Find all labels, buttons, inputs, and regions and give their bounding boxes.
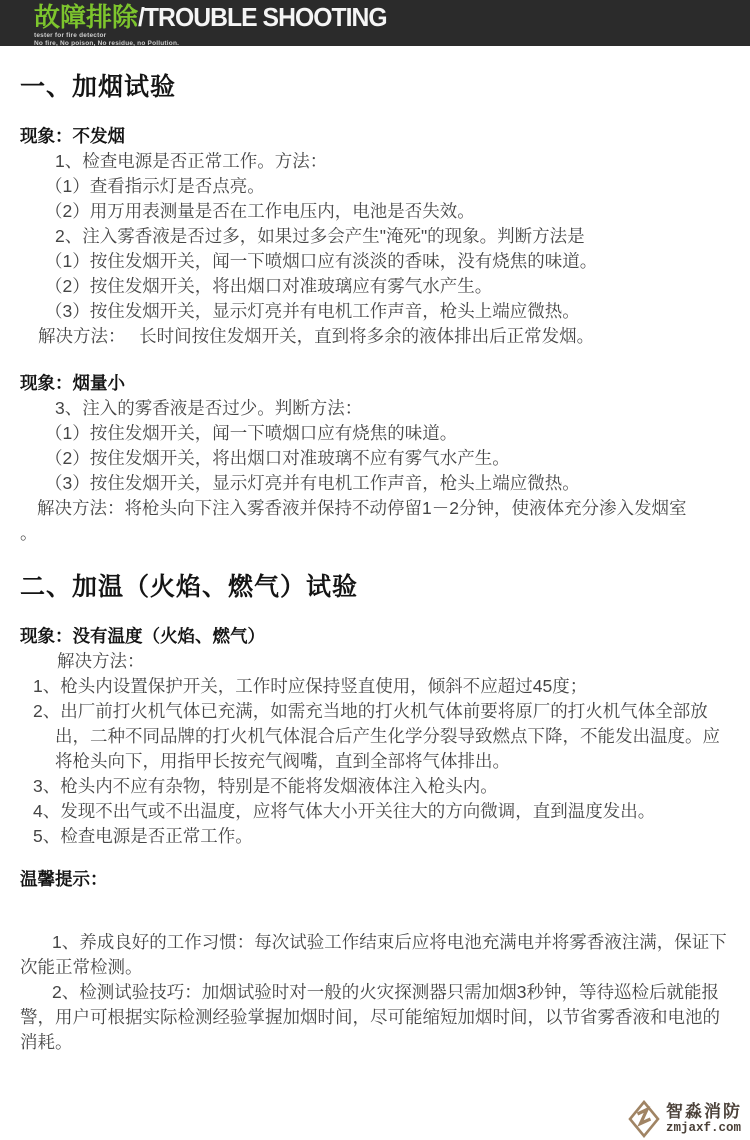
text-line: 2、出厂前打火机气体已充满，如需充当地的打火机气体前要将原厂的打火机气体全部放出，二种不同品牌的打火机气体混合后产生化学分裂导致燃点下降，不能发出温度。应将枪头向下，用指甲长按充气阀嘴，直到全部将气体排出。: [33, 701, 720, 771]
symptom-label: 现象：不发烟: [20, 126, 125, 146]
header-bar: [0, 0, 750, 46]
brand-text: [666, 1103, 742, 1135]
symptom-label: 现象：烟量小: [20, 373, 125, 393]
text-line: （1）按住发烟开关，闻一下喷烟口应有烧焦的味道。: [45, 423, 458, 443]
text-line: （2）按住发烟开关，将出烟口对准玻璃不应有雾气水产生。: [45, 448, 510, 468]
text-line: 1、养成良好的工作习惯：每次试验工作结束后应将电池充满电并将雾香液注满，保证下次能正常检测。: [20, 932, 727, 977]
text-line: 3、注入的雾香液是否过少。判断方法：: [55, 398, 363, 418]
text-line: 解决方法：将枪头向下注入雾香液并保持不动停留1－2分钟，使液体充分渗入发烟室: [37, 498, 687, 518]
text-line: （1）按住发烟开关，闻一下喷烟口应有淡淡的香味，没有烧焦的味道。: [45, 251, 598, 271]
text-line: 5、检查电源是否正常工作。: [33, 826, 253, 846]
header-title-cn: 故障排除: [34, 2, 139, 32]
brand-diamond-logo-icon: [627, 1100, 666, 1138]
text-line: 4、发现不出气或不出温度，应将气体大小开关往大的方向微调，直到温度发出。: [33, 801, 656, 821]
header-title-en: /TROUBLE SHOOTING: [138, 2, 387, 32]
header-taglines: [34, 32, 750, 47]
content: [0, 72, 750, 1055]
symptom-label: 现象：没有温度（火焰、燃气）: [20, 626, 265, 646]
header-tagline-2: No fire, No poison, No residue, no Pollution.: [34, 39, 180, 47]
brand-name: 智淼消防: [666, 1102, 742, 1121]
text-line: （2）按住发烟开关，将出烟口对准玻璃应有雾气水产生。: [45, 276, 493, 296]
text-line: （3）按住发烟开关，显示灯亮并有电机工作声音，枪头上端应微热。: [45, 301, 580, 321]
text-line: （2）用万用表测量是否在工作电压内，电池是否失效。: [45, 201, 475, 221]
header-tagline-1: tester for fire detector: [34, 32, 107, 39]
tips-label: 温馨提示：: [20, 869, 108, 889]
text-line: 2、注入雾香液是否过多，如果过多会产生"淹死"的现象。判断方法是: [55, 226, 585, 246]
text-line: 解决方法： 长时间按住发烟开关，直到将多余的液体排出后正常发烟。: [38, 326, 595, 346]
text-line: 3、枪头内不应有杂物，特别是不能将发烟液体注入枪头内。: [33, 776, 498, 796]
text-line: （3）按住发烟开关，显示灯亮并有电机工作声音，枪头上端应微热。: [45, 473, 580, 493]
text-line: 解决方法：: [57, 651, 145, 671]
text-line: 2、检测试验技巧：加烟试验时对一般的火灾探测器只需加烟3秒钟，等待巡检后就能报警，用户可根据实际检测经验掌握加烟时间，尽可能缩短加烟时间，以节省雾香液和电池的消耗。: [20, 982, 720, 1052]
section-heading: 二、加温（火焰、燃气）试验: [20, 573, 359, 601]
text-line: 1、检查电源是否正常工作。方法：: [55, 151, 328, 171]
text-line: 1、枪头内设置保护开关，工作时应保持竖直使用，倾斜不应超过45度；: [33, 676, 588, 696]
text-line: （1）查看指示灯是否点亮。: [45, 176, 265, 196]
text-line: 。: [20, 523, 38, 543]
footer-brand: [627, 1100, 742, 1138]
header-title-row: [34, 4, 750, 31]
brand-site: zmjaxf.com: [666, 1121, 742, 1135]
section-heading: 一、加烟试验: [20, 73, 177, 101]
